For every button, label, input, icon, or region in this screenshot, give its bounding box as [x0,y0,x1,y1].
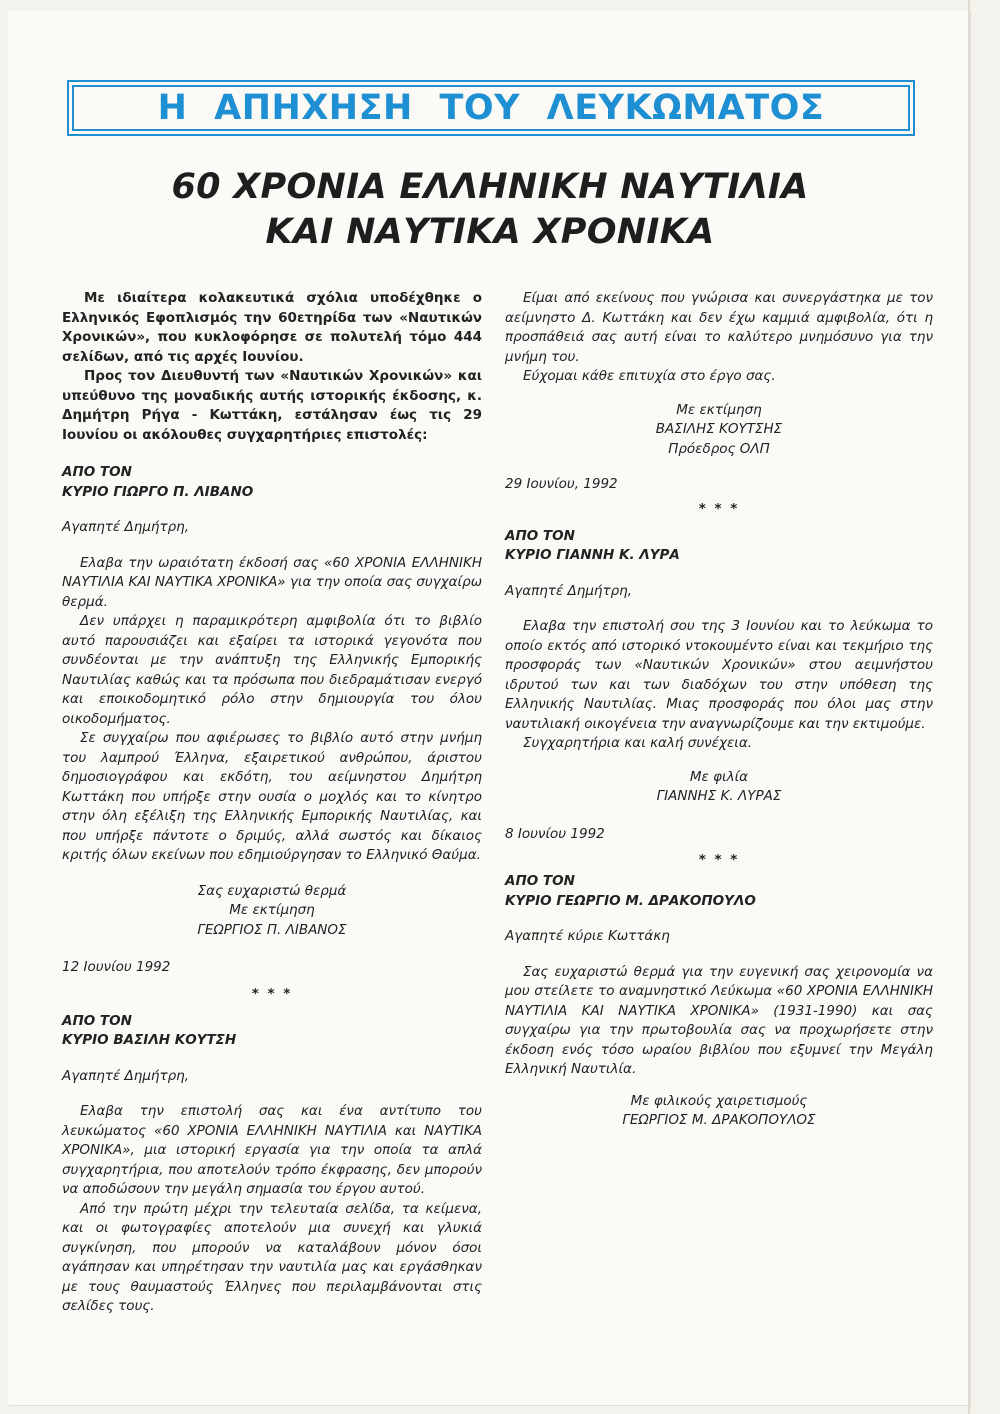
letter-lyras-closing: Με φιλία [689,768,749,785]
intro-paragraph-2: Προς τον Διευθυντή των «Ναυτικών Χρονικών» και υπεύθυνο της μοναδικής αυτής ιστορικής έκδοσης, κ. Δημήτρη Ρήγα - Κωττάκη, εστάλησαν έως τις 29 Ιουνίου οι ακόλουθες συγχαρητήριες επιστολές: [62,368,482,443]
letter-drakopoulos-closing: Με φιλικούς χαιρετισμούς [630,1092,808,1109]
letter-lyras-date: 8 Ιουνίου 1992 [505,825,605,842]
letter-lyras-from-label: ΑΠΟ ΤΟΝ [505,527,575,544]
letter-lyras-paragraph-2: Συγχαρητήρια και καλή συνέχεια. [523,735,753,751]
letter-livanos-signature: ΓΕΩΡΓΙΟΣ Π. ΛΙΒΑΝΟΣ [197,921,347,938]
letter-koutsis-role: Πρόεδρος ΟΛΠ [668,440,770,457]
letter-drakopoulos-paragraph-1: Σας ευχαριστώ θερμά για την ευγενική σας χειρονομία να μου στείλετε το αναμνηστικό Λεύκωμα «60 ΧΡΟΝΙΑ ΕΛΛΗΝΙΚΗ ΝΑΥΤΙΛΙΑ ΚΑΙ ΝΑΥΤΙΚΑ ΧΡΟΝΙΚΑ» (1931-1990) και σας συγχαίρω για την πρωτοβουλία σας να προχωρήσετε στην έκδοση ενός τόσο ωραίου βιβλίου που εξυμνεί την Μεγάλη Ελληνική Ναυτιλία. [505,963,933,1077]
letter-livanos-paragraph-2: Δεν υπάρχει η παραμικρότερη αμφιβολία ότι το βιβλίο αυτό παρουσιάζει και εξαίρει τα ιστορικά γεγονότα που συνδέονται με την ανάπτυξη της Ελληνικής Εμπορικής Ναυτιλίας καθώς και τα πρόσωπα που διεδραμάτισαν ενεργό και εποικοδομητικό ρόλο στην δημιουργία του όλου οικοδομήματος. [62,613,482,727]
letter-drakopoulos-signature: ΓΕΩΡΓΙΟΣ Μ. ΔΡΑΚΟΠΟΥΛΟΣ [622,1112,816,1128]
left-column [62,289,482,1317]
letter-lyras-salutation: Αγαπητέ Δημήτρη, [505,582,633,599]
letter-koutsis-paragraph-2: Από την πρώτη μέχρι την τελευταία σελίδα, τα κείμενα, και οι φωτογραφίες αποτελούν μια συνεχή και γλυκιά συγκίνηση, που μπορούν να καταλάβουν μόνον όσοι αγάπησαν και υπηρέτησαν την ναυτιλία μας και εργάσθηκαν με τους θαυμαστούς Έλληνες που περιλαμβάνονται στις σελίδες τους. [62,1200,482,1314]
letter-koutsis-date: 29 Ιουνίου, 1992 [505,476,618,492]
letter-koutsis-closing: Με εκτίμηση [676,401,762,418]
letter-drakopoulos-from-name: ΚΥΡΙΟ ΓΕΩΡΓΙΟ Μ. ΔΡΑΚΟΠΟΥΛΟ [505,892,756,909]
letter-koutsis-paragraph-1: Ελαβα την επιστολή σας και ένα αντίτυπο του λευκώματος «60 ΧΡΟΝΙΑ ΕΛΛΗΝΙΚΗ ΝΑΥΤΙΛΙΑ και ΝΑΥΤΙΚΑ ΧΡΟΝΙΚΑ», μια ιστορική εργασία για την οποία τα απλά συγχαρητήρια, που αποτελούν τρόπο έκφρασης, δεν μπορούν να αποδώσουν την μεγάλη σημασία του έργου αυτού. [62,1103,482,1197]
section-banner-title: Η ΑΠΗΧΗΣΗ ΤΟΥ ΛΕΥΚΩΜΑΤΟΣ [157,88,825,128]
letter-lyras-signature: ΓΙΑΝΝΗΣ Κ. ΛΥΡΑΣ [656,788,782,804]
separator-stars: * * * [698,500,740,517]
letter-livanos-closing-2: Με εκτίμηση [229,902,315,918]
letter-koutsis-from-label: ΑΠΟ ΤΟΝ [62,1012,132,1029]
letter-koutsis-from-name: ΚΥΡΙΟ ΒΑΣΙΛΗ ΚΟΥΤΣΗ [62,1032,237,1048]
letter-drakopoulos-salutation: Αγαπητέ κύριε Κωττάκη [505,928,670,944]
letter-livanos-from-name: ΚΥΡΙΟ ΓΙΩΡΓΟ Π. ΛΙΒΑΝΟ [62,483,254,500]
right-column [505,289,933,1131]
letter-livanos-salutation: Αγαπητέ Δημήτρη, [62,519,190,535]
letter-koutsis-signature: ΒΑΣΙΛΗΣ ΚΟΥΤΣΗΣ [655,421,783,437]
separator-stars: * * * [251,985,293,1002]
letter-koutsis-paragraph-4: Εύχομαι κάθε επιτυχία στο έργο σας. [523,368,776,384]
article-title-line1: 60 ΧΡΟΝΙΑ ΕΛΛΗΝΙΚΗ ΝΑΥΤΙΛΙΑ [171,167,809,207]
letter-koutsis-salutation: Αγαπητέ Δημήτρη, [62,1067,190,1084]
letter-lyras-paragraph-1: Ελαβα την επιστολή σου της 3 Ιουνίου και το λεύκωμα το οποίο εκτός από ιστορικό ντοκουμέντο είναι και τεκμήριο της προσφοράς των «Ναυτικών Χρονικών» στου αειμνήστου ιδρυτού των και των διαδόχων του στην υπόθεση της Ελληνικής Ναυτιλίας. Μιας προσφοράς που όλοι μας στην ναυτιλιακή οικογένεια την αναγνωρίζουμε και την εκτιμούμε. [505,618,933,732]
article-title-line2: ΚΑΙ ΝΑΥΤΙΚΑ ΧΡΟΝΙΚΑ [265,212,715,252]
letter-livanos-date: 12 Ιουνίου 1992 [62,959,171,975]
intro-paragraph-1: Με ιδιαίτερα κολακευτικά σχόλια υποδέχθηκε ο Ελληνικός Εφοπλισμός την 60ετηρίδα των «Ναυτικών Χρονικών», που κυκλοφόρησε σε πολυτελή τόμο 444 σελίδων, από τις αρχές Ιουνίου. [62,290,482,365]
letter-livanos-from-label: ΑΠΟ ΤΟΝ [62,464,132,480]
separator-stars: * * * [698,852,740,868]
section-banner-inner [72,85,910,131]
page-edge [968,0,970,1414]
section-banner [67,80,915,136]
letter-livanos-paragraph-3: Σε συγχαίρω που αφιέρωσες το βιβλίο αυτό στην μνήμη του λαμπρού Έλληνα, εξαιρετικού ανθρώπου, άριστου δημοσιογράφου και εκδότη, του αείμνηστου Δημήτρη Κωττάκη που υπήρξε στην ουσία ο μοχλός και το κίνητρο στην όλη εξέλιξη της Ελληνικής Εμπορικής Ναυτιλίας, και που υπήρξε πάντοτε ο δριμύς, αλλά σωστός και δίκαιος κριτής όλων εκείνων που εδημιούργησαν το Ελληνικό Θαύμα. [62,730,482,863]
letter-livanos-paragraph-1: Ελαβα την ωραιότατη έκδοσή σας «60 ΧΡΟΝΙΑ ΕΛΛΗΝΙΚΗ ΝΑΥΤΙΛΙΑ ΚΑΙ ΝΑΥΤΙΚΑ ΧΡΟΝΙΚΑ» για την οποία σας συγχαίρω θερμά. [62,554,482,610]
letter-livanos-closing-1: Σας ευχαριστώ θερμά [197,882,347,899]
letter-lyras-from-name: ΚΥΡΙΟ ΓΙΑΝΝΗ Κ. ΛΥΡΑ [505,547,680,563]
letter-drakopoulos-from-label: ΑΠΟ ΤΟΝ [505,873,575,889]
letter-koutsis-paragraph-3: Είμαι από εκείνους που γνώρισα και συνεργάστηκα με τον αείμνηστο Δ. Κωττάκη και δεν έχω καμμιά αμφιβολία, ότι η προσπάθειά σας αυτή είναι το καλύτερο μνημόσυνο για την μνήμη του. [505,290,933,365]
